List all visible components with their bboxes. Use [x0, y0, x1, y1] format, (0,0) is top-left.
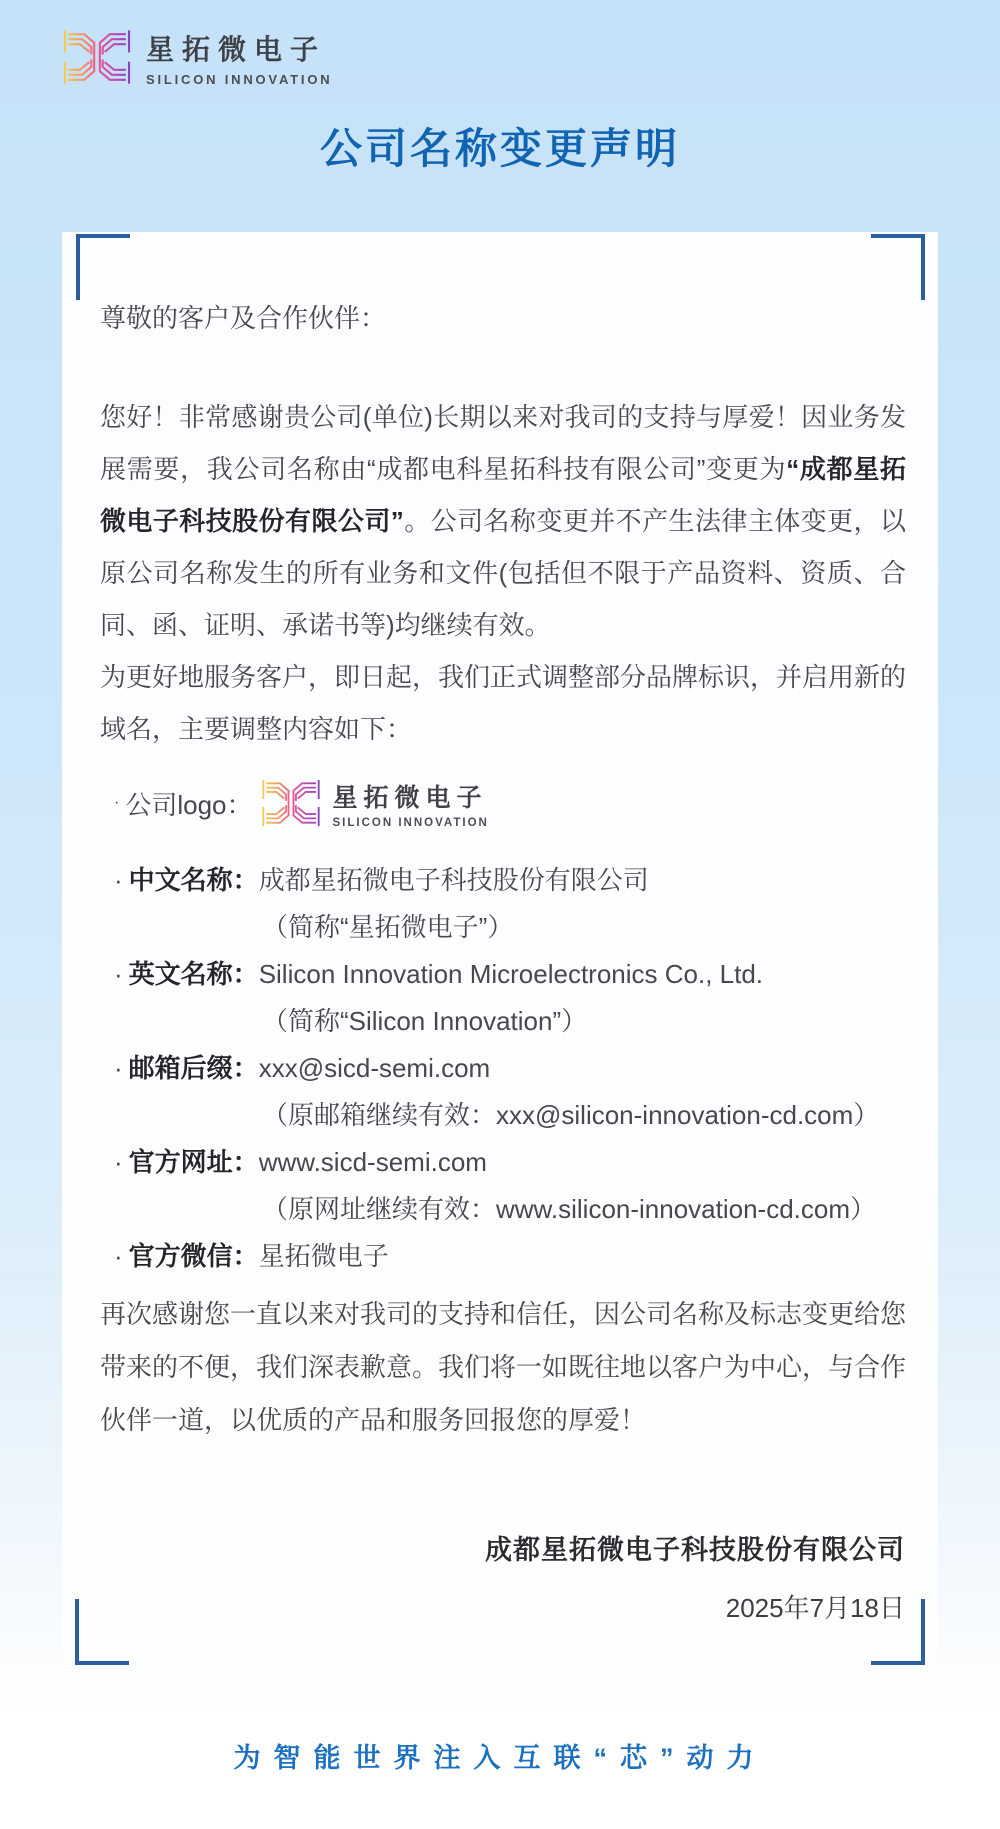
info-list [100, 857, 906, 1280]
list-item [100, 951, 906, 1045]
brand-text [146, 28, 332, 87]
letter-content [100, 232, 906, 1447]
item-value: 星拓微电子 [258, 1241, 389, 1271]
closing-paragraph: 再次感谢您一直以来对我司的支持和信任，因公司名称及标志变更给您带来的不便，我们深表歉意。我们将一如既往地以客户为中心，与合作伙伴一道，以优质的产品和服务回报您的厚爱！ [100, 1299, 907, 1435]
item-label: 官方网址： [128, 1147, 259, 1177]
bullet-dot: · [114, 794, 120, 811]
bullet-dot: · [114, 865, 123, 895]
logo-list-item [114, 765, 906, 841]
item-subnote: （简称“Silicon Innovation”） [262, 1006, 588, 1036]
corner-bracket-bottom-left-icon [75, 1599, 129, 1665]
new-company-logo [259, 774, 489, 832]
brand-name-cn: 星拓微电子 [146, 33, 327, 65]
list-item [100, 857, 906, 951]
salutation: 尊敬的客户及合作伙伴： [100, 303, 387, 333]
item-value: xxx@sicd-semi.com [258, 1053, 491, 1083]
bullet-dot: · [114, 1053, 123, 1083]
logo-item-label: 公司logo： [125, 789, 253, 820]
item-label: 中文名称： [128, 865, 259, 895]
paragraph-1-bold-company-name: “成都星拓微电子科技股份有限公司” [100, 454, 906, 536]
new-company-logo-text [333, 778, 489, 829]
item-label: 官方微信： [128, 1241, 259, 1271]
signature-block [485, 1528, 905, 1625]
list-item [100, 1139, 906, 1233]
signature-date: 2025年7月18日 [725, 1593, 905, 1623]
new-company-logo-en: SILICON INNOVATION [332, 816, 489, 829]
paragraph-2: 为更好地服务客户，即日起，我们正式调整部分品牌标识，并启用新的域名，主要调整内容如下： [100, 662, 907, 744]
footer-slogan: 为智能世界注入互联“芯”动力 [233, 1743, 767, 1773]
item-subnote: （简称“星拓微电子”） [262, 912, 514, 942]
bullet-dot: · [114, 1147, 123, 1177]
page-title: 公司名称变更声明 [319, 125, 680, 172]
item-value: Silicon Innovation Microelectronics Co., Ltd. [258, 959, 764, 989]
new-company-logo-cn: 星拓微电子 [332, 783, 488, 812]
list-item [100, 1233, 906, 1280]
brand-logo-mark-icon [60, 24, 134, 90]
signature-company: 成都星拓微电子科技股份有限公司 [485, 1535, 905, 1565]
paragraph-1 [100, 391, 906, 651]
brand-name-en: SILICON INNOVATION [146, 71, 333, 87]
paragraph-1-pre: 您好！非常感谢贵公司(单位)长期以来对我司的支持与厚爱！因业务发展需要，我公司名称由“成都电科星拓科技有限公司”变更为 [100, 402, 906, 484]
item-label: 英文名称： [128, 959, 259, 989]
bullet-dot: · [114, 959, 123, 989]
item-subnote: （原邮箱继续有效：xxx@silicon-innovation-cd.com） [262, 1100, 880, 1130]
item-value: www.sicd-semi.com [258, 1147, 487, 1177]
list-item [100, 1045, 906, 1139]
paragraph-1-post: 。公司名称变更并不产生法律主体变更，以原公司名称发生的所有业务和文件(包括但不限于产品资料、资质、合同、函、证明、承诺书等)均继续有效。 [100, 506, 906, 640]
item-label: 邮箱后缀： [128, 1053, 259, 1083]
new-company-logo-mark-icon [259, 774, 323, 832]
item-value: 成都星拓微电子科技股份有限公司 [258, 865, 649, 895]
announcement-card [62, 232, 938, 1665]
bullet-dot: · [114, 1241, 123, 1271]
item-subnote: （原网址继续有效：www.silicon-innovation-cd.com） [262, 1194, 877, 1224]
brand-logo [60, 24, 332, 90]
